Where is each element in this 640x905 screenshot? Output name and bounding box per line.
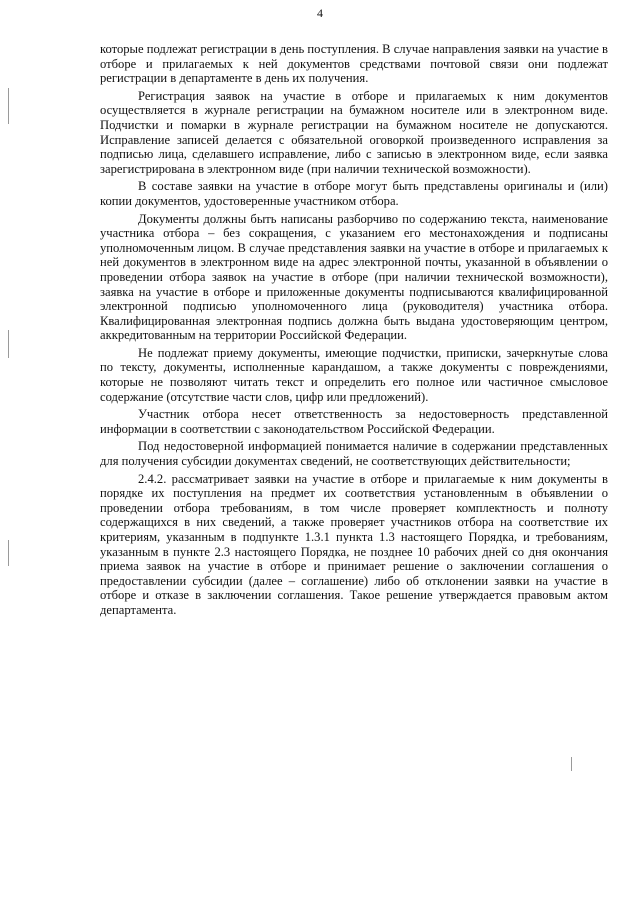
paragraph-2-4-2: 2.4.2. рассматривает заявки на участие в отборе и прилагаемые к ним документы в порядке их поступления на предмет их соответствия установленным в объявлении о проведении отбора требованиям, в том числе проверяет комплектность и полноту содержащихся в них сведений, а также проверяет участников отбора на соответствие их критериям, указанным в подпункте 1.3.1 пункта 1.3 настоящего Порядка, и требованиям, указанным в пункте 2.3 настоящего Порядка, не позднее 10 рабочих дней со дня окончания приема заявок на участие в отборе и принимает решение о заключении соглашения о предоставлении субсидии (далее – соглашение) либо об отклонении заявки на участие в отборе и отказе в заключении соглашения. Такое решение утверждается правовым актом департамента. xyxy=(100,471,608,617)
scan-mark-left-middle xyxy=(8,330,9,358)
paragraph-originals-copies: В составе заявки на участие в отборе могут быть представлены оригиналы и (или) копии документов, удостоверенные участником отбора. xyxy=(100,179,608,208)
page-number: 4 xyxy=(317,6,323,20)
paragraph-false-information: Под недостоверной информацией понимается наличие в содержании представленных для получения субсидии документах сведений, не соответствующих действительности; xyxy=(100,439,608,469)
paragraph-not-accepted: Не подлежат приему документы, имеющие подчистки, приписки, зачеркнутые слова по тексту, документы, исполненные карандашом, а также документы с повреждениями, которые не позволяют читать текст и определить его полное или частичное смысловое содержание (отсутствие части слов, цифр или предложений). xyxy=(100,345,608,404)
paragraph-registration-continuation: которые подлежат регистрации в день поступления. В случае направления заявки на участие в отборе и прилагаемых к ней документов средствами почтовой связи они подлежат регистрации в департаменте в день их получения. xyxy=(100,42,608,86)
scan-mark-right xyxy=(571,757,572,771)
paragraph-document-requirements: Документы должны быть написаны разборчиво по содержанию текста, наименование участника отбора – без сокращения, с указанием его местонахождения и подписаны уполномоченным лицом. В случае представления заявки на участие в отборе и прилагаемых к ней документов в электронном виде на адрес электронной почты, указанной в объявлении о проведении отбора заявок на участие в отборе (при наличии технической возможности), заявка на участие в отборе и приложенные документы подписываются квалифицированной электронной подписью уполномоченного лица (руководителя) участника отбора. Квалифицированная электронная подпись должна быть выдана удостоверяющим центром, аккредитованным на территории Российской Федерации. xyxy=(100,211,608,343)
scan-mark-left-upper xyxy=(8,88,9,124)
scan-mark-left-lower xyxy=(8,540,9,566)
paragraph-responsibility: Участник отбора несет ответственность за недостоверность представленной информации в соответствии с законодательством Российской Федерации. xyxy=(100,407,608,436)
document-body xyxy=(100,42,608,621)
paragraph-registration-journal: Регистрация заявок на участие в отборе и прилагаемых к ним документов осуществляется в журнале регистрации на бумажном носителе или в электронном виде. Подчистки и помарки в журнале регистрации на бумажном носителе не допускаются. Исправление записей делается с обязательной оговоркой произведенного исправления за подписью лица, сделавшего исправление, либо с записью в электронном виде, если заявка зарегистрирована в электронном виде (при наличии технической возможности). xyxy=(100,88,608,176)
